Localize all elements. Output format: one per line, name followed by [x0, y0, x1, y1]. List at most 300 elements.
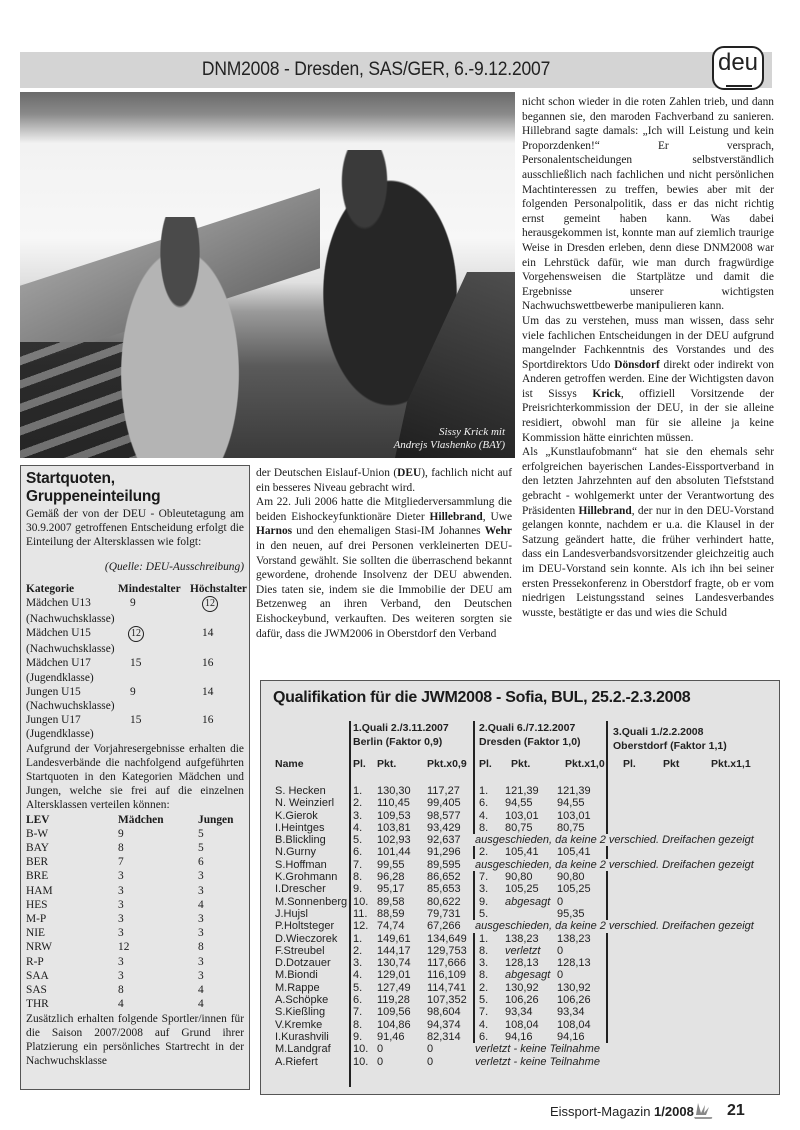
- cell-name: S.Kießling: [275, 1006, 326, 1019]
- lev-code: HAM: [26, 884, 53, 897]
- cell-q1-pkt: 0: [377, 1043, 384, 1056]
- cell-name: B.Blickling: [275, 834, 326, 847]
- age-subclass: (Nachwuchsklasse): [26, 613, 115, 626]
- lev-maedchen: 3: [118, 927, 124, 940]
- cell-q2-pl: 4.: [479, 809, 489, 822]
- table-row: [261, 846, 779, 858]
- cell-q2-pkt: 108,04: [505, 1018, 539, 1031]
- cell-q1-fx: 129,753: [427, 944, 467, 957]
- cell-q2-note: ausgeschieden, da keine 2 verschied. Dreifachen gezeigt: [475, 834, 754, 847]
- quota-text: Aufgrund der Vorjahresergebnisse erhalten die Landesverbände die nachfolgend aufgeführten Startquoten in den Kategorien Mädchen und Jungen, welche sie frei auf die einzelnen Altersklassen verteilen können:: [26, 742, 244, 812]
- age-kategorie: Mädchen U17: [26, 657, 91, 670]
- lev-maedchen: 3: [118, 955, 124, 968]
- cell-q1-pl: 5.: [353, 834, 363, 847]
- startquoten-intro: Gemäß der von der DEU - Obleutetagung am 30.9.2007 getroffenen Entscheidung erfolgt die Einteilung der Altersklassen wie folgt:: [26, 508, 244, 549]
- age-kategorie: Mädchen U13: [26, 597, 91, 610]
- lev-maedchen: 12: [118, 941, 130, 954]
- table-row: [261, 957, 779, 969]
- cell-q1-pl: 10.: [353, 1055, 369, 1068]
- lev-maedchen: 8: [118, 842, 124, 855]
- quali-3-header: [613, 725, 727, 753]
- lev-quota-table: [26, 813, 244, 1012]
- lev-jungen: 3: [198, 870, 204, 883]
- cell-q1-fx: 91,296: [427, 846, 461, 859]
- cell-q1-pkt: 130,74: [377, 957, 411, 970]
- lev-code: B-W: [26, 827, 49, 840]
- paragraph: [256, 495, 512, 641]
- cell-name: S.Hoffman: [275, 858, 327, 871]
- cell-q2-fx: 121,39: [557, 785, 591, 797]
- cell-q1-pkt: 103,81: [377, 821, 411, 834]
- table-row: [261, 896, 779, 908]
- table-row: [261, 920, 779, 932]
- cell-name: A.Riefert: [275, 1055, 318, 1068]
- age-max: 16: [202, 714, 214, 727]
- column-divider: [606, 896, 608, 908]
- cell-q1-fx: 79,731: [427, 907, 461, 920]
- column-divider: [473, 933, 475, 945]
- lev-code: BER: [26, 856, 49, 869]
- cell-q2-pkt: 105,25: [505, 883, 539, 896]
- column-divider: [473, 896, 475, 908]
- cell-name: N. Weinzierl: [275, 797, 335, 810]
- circled-value: 12: [202, 596, 218, 612]
- column-divider: [473, 785, 475, 797]
- cell-q1-pkt: 91,46: [377, 1030, 405, 1043]
- cell-q1-fx: 114,741: [427, 981, 466, 994]
- lev-maedchen: 3: [118, 969, 124, 982]
- lev-code: BRE: [26, 870, 49, 883]
- header-jungen: Jungen: [198, 813, 234, 826]
- table-row: [261, 1031, 779, 1043]
- cell-q1-pkt: 144,17: [377, 944, 411, 957]
- col-q3-pkt: Pkt: [663, 758, 680, 770]
- cell-q1-pl: 6.: [353, 994, 363, 1007]
- circled-value: 12: [128, 626, 144, 642]
- cell-q1-pkt: 110,45: [377, 797, 410, 810]
- cell-q1-pkt: 149,61: [377, 932, 411, 945]
- cell-q2-fx: 108,04: [557, 1018, 591, 1031]
- paragraph: [522, 314, 774, 445]
- col-q1-pkt: Pkt.: [377, 758, 397, 770]
- table-row: [261, 883, 779, 895]
- cell-q2-fx: 90,80: [557, 871, 585, 884]
- cell-q1-fx: 82,314: [427, 1030, 461, 1043]
- age-min: 15: [130, 714, 142, 727]
- text-run: ), fachlich nicht auf ein besseres Niveau gebracht wird.: [256, 467, 512, 494]
- cell-q1-pl: 1.: [353, 932, 363, 945]
- cell-q1-pl: 8.: [353, 871, 363, 884]
- lev-code: NRW: [26, 941, 52, 954]
- cell-name: M.Biondi: [275, 969, 318, 982]
- cell-q1-pkt: 96,28: [377, 871, 405, 884]
- column-divider: [606, 969, 608, 981]
- column-divider: [606, 846, 608, 858]
- cell-q1-pkt: 99,55: [377, 858, 405, 871]
- bold-name: Hillebrand: [578, 504, 632, 517]
- cell-q2-fx: 138,23: [557, 932, 591, 945]
- column-divider: [473, 1031, 475, 1043]
- cell-q2-pkt: abgesagt: [505, 895, 551, 908]
- cell-q1-fx: 0: [427, 1055, 434, 1068]
- column-divider: [473, 994, 475, 1006]
- text-run: Als „Kunstlaufobmann“ hat sie den ehemals sehr erfolgreichen bayerischen Landes-Eissportverband in den letzten Jahrzehnten auf den absoluten Tiefststand gebracht - wohlgemerkt unter der Verantwortung des Präsidenten: [522, 446, 774, 517]
- column-divider: [606, 908, 608, 920]
- cell-q2-fx: 0: [557, 944, 564, 957]
- cell-q2-pkt: 90,80: [505, 871, 533, 884]
- cell-q1-pkt: 130,30: [377, 785, 411, 797]
- cell-q1-pl: 1.: [353, 785, 363, 797]
- age-min: [118, 626, 190, 642]
- cell-name: M.Sonnenberg: [275, 895, 348, 908]
- cell-name: S. Hecken: [275, 785, 326, 797]
- cell-q1-pl: 12.: [353, 920, 369, 933]
- column-divider: [606, 1006, 608, 1018]
- qualification-title: Qualifikation für die JWM2008 - Sofia, BUL, 25.2.-2.3.2008: [273, 689, 691, 706]
- age-subclass: (Nachwuchsklasse): [26, 643, 115, 656]
- startquoten-source: (Quelle: DEU-Ausschreibung): [104, 560, 244, 573]
- age-min: 15: [130, 657, 142, 670]
- table-row: [261, 1006, 779, 1018]
- cell-q2-note: ausgeschieden, da keine 2 verschied. Dreifachen gezeigt: [475, 858, 754, 871]
- cell-q2-fx: 93,34: [557, 1006, 585, 1019]
- cell-q1-pkt: 102,93: [377, 834, 411, 847]
- cell-q2-pkt: 80,75: [505, 821, 533, 834]
- cell-q2-pl: 5.: [479, 994, 489, 1007]
- text-run: , Uwe: [482, 510, 512, 523]
- text-run: in den neuen, auf drei Personen verkleinerten DEU-Vorstand gewählt. Sie sollten die überraschend bekannt gewordene, drohende Insolvenz der DEU abwenden. Dies taten sie, indem sie die Immobilie der DEU am Betzenweg an ihren Verband, den Deutschen Eishockeybund, verkauften. Des weiteren sorgten sie dafür, dass die JWM2006 in Oberstdorf den Verband: [256, 539, 512, 640]
- bold-name: Wehr: [484, 525, 512, 538]
- cell-q1-pl: 2.: [353, 797, 363, 810]
- col-q3-pl: Pl.: [623, 758, 636, 770]
- article-column-middle: [256, 466, 512, 641]
- age-max: 16: [202, 657, 214, 670]
- table-row: [261, 797, 779, 809]
- cell-q1-pl: 2.: [353, 944, 363, 957]
- qualification-rows: [261, 785, 779, 1068]
- cell-q2-fx: 105,25: [557, 883, 591, 896]
- table-row: [261, 810, 779, 822]
- cell-q1-pl: 3.: [353, 957, 363, 970]
- lev-code: THR: [26, 998, 49, 1011]
- cell-name: I.Heintges: [275, 821, 325, 834]
- page-footer: [520, 1101, 770, 1123]
- column-divider: [606, 933, 608, 945]
- lev-code: BAY: [26, 842, 50, 855]
- age-max: [190, 596, 248, 612]
- column-divider: [473, 1006, 475, 1018]
- column-divider: [473, 846, 475, 858]
- cell-q1-pl: 7.: [353, 858, 363, 871]
- footer-magazine: [550, 1104, 694, 1119]
- lev-code: R-P: [26, 955, 44, 968]
- skate-blade-icon: [726, 82, 752, 87]
- col-q1-fx: Pkt.x0,9: [427, 758, 467, 770]
- paragraph: [256, 466, 512, 495]
- cell-q2-pl: 8.: [479, 969, 489, 982]
- column-divider: [473, 797, 475, 809]
- quali-1-place: Berlin (Faktor 0,9): [353, 736, 443, 748]
- cell-q2-fx: 95,35: [557, 907, 585, 920]
- cell-q1-fx: 107,352: [427, 994, 467, 1007]
- cell-q1-fx: 93,429: [427, 821, 461, 834]
- cell-q2-pkt: verletzt: [505, 944, 541, 957]
- age-subclass: (Nachwuchsklasse): [26, 700, 115, 713]
- lev-code: NIE: [26, 927, 45, 940]
- lev-jungen: 5: [198, 827, 204, 840]
- age-subclass: (Jugendklasse): [26, 728, 94, 741]
- header-hoechstalter: Höchstalter: [190, 582, 247, 595]
- bold-name: Harnos: [256, 525, 293, 538]
- cell-name: V.Kremke: [275, 1018, 323, 1031]
- skate-logo-icon: [692, 1101, 714, 1121]
- cell-q2-fx: 94,16: [557, 1030, 585, 1043]
- header-mindestalter: Mindestalter: [118, 582, 181, 595]
- bold-name: Dönsdorf: [614, 358, 660, 371]
- lev-maedchen: 7: [118, 856, 124, 869]
- cell-q1-pkt: 0: [377, 1055, 384, 1068]
- cell-q1-fx: 117,27: [427, 785, 460, 797]
- cell-q2-pl: 2.: [479, 981, 489, 994]
- table-row: [261, 785, 779, 797]
- cell-q2-pkt: 93,34: [505, 1006, 533, 1019]
- cell-q1-pl: 11.: [353, 907, 368, 920]
- column-divider: [606, 810, 608, 822]
- lev-maedchen: 4: [118, 998, 124, 1011]
- cell-q1-fx: 116,109: [427, 969, 466, 982]
- column-divider: [606, 945, 608, 957]
- header-kategorie: Kategorie: [26, 582, 75, 595]
- text-run: der Deutschen Eislauf-Union (: [256, 467, 398, 479]
- paragraph: [522, 95, 774, 314]
- age-kategorie: Jungen U17: [26, 714, 81, 727]
- quali-1-header: [353, 721, 449, 749]
- cell-q1-fx: 134,649: [427, 932, 467, 945]
- table-row: [261, 822, 779, 834]
- cell-q1-fx: 98,577: [427, 809, 461, 822]
- cell-name: K.Gierok: [275, 809, 318, 822]
- cell-q2-pl: 4.: [479, 1018, 489, 1031]
- lev-code: SAS: [26, 984, 47, 997]
- photo-person-woman: [105, 217, 255, 458]
- cell-q1-pkt: 127,49: [377, 981, 411, 994]
- quali-2-header: [479, 721, 581, 749]
- photo-caption: [394, 426, 505, 452]
- cell-q2-pkt: 121,39: [505, 785, 539, 797]
- age-max: 14: [202, 685, 214, 698]
- article-column-right: [522, 95, 774, 620]
- cell-q2-fx: 105,41: [557, 846, 591, 859]
- lev-jungen: 6: [198, 856, 204, 869]
- startquoten-title: Startquoten, Gruppeneinteilung: [26, 470, 161, 505]
- lev-maedchen: 3: [118, 898, 124, 911]
- cell-q1-fx: 94,374: [427, 1018, 461, 1031]
- header-maedchen: Mädchen: [118, 813, 164, 826]
- cell-q1-fx: 67,266: [427, 920, 461, 933]
- cell-name: A.Schöpke: [275, 994, 329, 1007]
- col-name: Name: [275, 758, 304, 770]
- table-row: [261, 1056, 779, 1068]
- text-run: und den ehemaligen Stasi-IM Johannes: [292, 525, 485, 538]
- cell-q2-fx: 0: [557, 969, 564, 982]
- cell-name: M.Landgraf: [275, 1043, 331, 1056]
- column-divider: [606, 883, 608, 895]
- cell-q1-pl: 4.: [353, 821, 363, 834]
- lev-jungen: 3: [198, 955, 204, 968]
- table-row: [261, 1043, 779, 1055]
- cell-q2-fx: 0: [557, 895, 564, 908]
- quali-2-date: 2.Quali 6./7.12.2007: [479, 722, 576, 734]
- cell-q1-fx: 0: [427, 1043, 434, 1056]
- startquoten-box: [20, 465, 250, 1090]
- column-divider: [473, 945, 475, 957]
- cell-q1-pkt: 88,59: [377, 907, 405, 920]
- bold-name: Krick: [592, 387, 621, 400]
- column-divider: [606, 957, 608, 969]
- lev-jungen: 3: [198, 969, 204, 982]
- text-run: direkt oder indirekt von Anderen getroffen werden. Eine der Wichtigsten davon ist Sissys: [522, 358, 774, 400]
- table-row: [261, 834, 779, 846]
- cell-name: M.Rappe: [275, 981, 320, 994]
- cell-q2-pkt: 103,01: [505, 809, 539, 822]
- column-divider: [473, 957, 475, 969]
- age-subclass: (Jugendklasse): [26, 671, 94, 684]
- cell-q1-pkt: 129,01: [377, 969, 411, 982]
- age-kategorie: Mädchen U15: [26, 627, 91, 640]
- lev-maedchen: 3: [118, 884, 124, 897]
- cell-q2-pkt: 128,13: [505, 957, 539, 970]
- cell-q1-pl: 3.: [353, 809, 363, 822]
- cell-name: K.Grohmann: [275, 871, 338, 884]
- column-divider: [473, 969, 475, 981]
- cell-q2-pl: 7.: [479, 871, 489, 884]
- lev-maedchen: 9: [118, 827, 124, 840]
- column-divider: [606, 994, 608, 1006]
- cell-name: I.Drescher: [275, 883, 326, 896]
- column-divider: [473, 810, 475, 822]
- lev-jungen: 8: [198, 941, 204, 954]
- lev-jungen: 3: [198, 884, 204, 897]
- cell-name: J.Hujsl: [275, 907, 309, 920]
- age-min: 9: [130, 685, 136, 698]
- cell-q1-fx: 89,595: [427, 858, 461, 871]
- cell-q2-pkt: 138,23: [505, 932, 539, 945]
- col-q1-pl: Pl.: [353, 758, 366, 770]
- cell-q1-pl: 5.: [353, 981, 363, 994]
- cell-q1-fx: 92,637: [427, 834, 461, 847]
- cell-q2-note: ausgeschieden, da keine 2 verschied. Dreifachen gezeigt: [475, 920, 754, 933]
- text-run: , offiziell Vorsitzende der Preisrichterkommission der DEU, in der sie alleine residiert, obwohl man für sie alleine ja keine Kommission hätte einrichten müssen.: [522, 387, 775, 444]
- table-row: [261, 945, 779, 957]
- cell-q1-pl: 10.: [353, 1043, 369, 1056]
- cell-q2-note: verletzt - keine Teilnahme: [475, 1055, 600, 1068]
- deu-logo: [712, 46, 764, 90]
- cell-q1-pkt: 95,17: [377, 883, 405, 896]
- cell-q2-pl: 8.: [479, 821, 489, 834]
- col-q2-pl: Pl.: [479, 758, 492, 770]
- bold-name: DEU: [397, 467, 422, 479]
- text-run: Um das zu verstehen, muss man wissen, dass sehr viele fachlichen Entscheidungen in der DEU aufgrund mangelnder Fachkenntnis des Vorstandes und des Sportdirektors Udo: [522, 314, 774, 371]
- cell-q2-pkt: 106,26: [505, 994, 539, 1007]
- lev-jungen: 4: [198, 998, 204, 1011]
- text-run: nicht schon wieder in die roten Zahlen trieb, und dann begannen sie, den maroden Fachverband zu sanieren. Hillebrand sagte damals: „Ich will Leistung und kein Proporzdenken!“ Er versprach, Personalentscheidungen selbstverständlich ausschließlich nach fachlichen und nicht persönlichen Machtinteressen zu treffen, bewies aber mit der folgenden Personalpolitik, dass er das nicht richtig ernst gemeint haben kann. Was dabei herausgekommen ist, konnte man auf ziemlich traurige Weise in Dresden erleben, denn diese DNM2008 war ein Lehrstück dafür, wie man durch fragwürdige Vorgehensweisen die Startplätze und damit die Ergebnisse unserer wichtigsten Nachwuchswettbewerbe manipulieren kann.: [522, 96, 774, 313]
- cell-q1-pkt: 104,86: [377, 1018, 411, 1031]
- cell-q2-fx: 94,55: [557, 797, 585, 810]
- column-divider: [473, 908, 475, 920]
- column-divider: [473, 822, 475, 834]
- page-number: 21: [727, 1102, 745, 1119]
- lev-jungen: 4: [198, 984, 204, 997]
- page-title: DNM2008 - Dresden, SAS/GER, 6.-9.12.2007: [201, 59, 551, 80]
- col-q3-fx: Pkt.x1,1: [711, 758, 751, 770]
- cell-q1-pl: 10.: [353, 895, 369, 908]
- magazine-name: Eissport-Magazin: [550, 1104, 655, 1119]
- lev-code: HES: [26, 898, 48, 911]
- cell-q2-pl: 8.: [479, 944, 489, 957]
- qualification-box: [260, 680, 780, 1095]
- cell-q2-pl: 7.: [479, 1006, 489, 1019]
- closing-text: Zusätzlich erhalten folgende Sportler/innen für die Saison 2007/2008 auf Grund ihrer Platzierung ein persönliches Startrecht in der Nachwuchsklasse: [26, 1012, 244, 1068]
- cell-q1-fx: 98,604: [427, 1006, 461, 1019]
- cell-name: P.Holtsteger: [275, 920, 335, 933]
- lev-code: SAA: [26, 969, 49, 982]
- cell-q2-pl: 6.: [479, 1030, 489, 1043]
- table-row: [261, 994, 779, 1006]
- table-row: [261, 982, 779, 994]
- caption-line-1: Sissy Krick mit: [439, 426, 505, 438]
- table-row: [261, 933, 779, 945]
- cell-q2-pkt: 130,92: [505, 981, 539, 994]
- column-divider: [606, 871, 608, 883]
- table-row: [261, 908, 779, 920]
- lev-jungen: 3: [198, 913, 204, 926]
- article-photo: [20, 92, 515, 458]
- column-divider: [606, 785, 608, 797]
- cell-q1-pkt: 89,58: [377, 895, 405, 908]
- cell-q2-fx: 128,13: [557, 957, 591, 970]
- cell-q2-note: verletzt - keine Teilnahme: [475, 1043, 600, 1056]
- cell-name: D.Wieczorek: [275, 932, 338, 945]
- column-divider: [606, 797, 608, 809]
- column-divider: [473, 1019, 475, 1031]
- cell-q2-fx: 103,01: [557, 809, 591, 822]
- text-run: , der nur in den DEU-Vorstand gelangen konnte, nachdem er u.a. die Klausel in der Satzung geändert hatte, die früher verhindert hatte, dass ein Landesverbandsvorsitzender gleichzeitig auch im DEU-Vorstand sein konnte. Als ich ihn bei seiner ersten Pressekonferenz in Oberstdorf fragte, ob er vom niedrigen Leistungsstand seines Landesverbandes wusste, bestätigte er das und wies die Schuld: [522, 504, 774, 619]
- lev-jungen: 3: [198, 927, 204, 940]
- cell-q2-pkt: 94,55: [505, 797, 533, 810]
- lev-maedchen: 3: [118, 913, 124, 926]
- column-divider: [606, 1019, 608, 1031]
- header-lev: LEV: [26, 813, 50, 826]
- cell-name: F.Streubel: [275, 944, 325, 957]
- cell-q2-fx: 130,92: [557, 981, 591, 994]
- cell-name: D.Dotzauer: [275, 957, 331, 970]
- paragraph: [522, 445, 774, 620]
- col-q2-fx: Pkt.x1,0: [565, 758, 605, 770]
- cell-name: I.Kurashvili: [275, 1030, 329, 1043]
- lev-jungen: 4: [198, 898, 204, 911]
- cell-q1-pl: 8.: [353, 1018, 363, 1031]
- cell-q1-pkt: 109,53: [377, 809, 411, 822]
- bold-name: Hillebrand: [429, 510, 483, 523]
- cell-q1-pkt: 109,56: [377, 1006, 411, 1019]
- cell-q2-pl: 2.: [479, 846, 489, 859]
- lev-maedchen: 8: [118, 984, 124, 997]
- header-band: [20, 52, 772, 88]
- cell-q1-pl: 7.: [353, 1006, 363, 1019]
- caption-line-2: Andrejs Vlashenko (BAY): [393, 439, 505, 451]
- magazine-issue: 1/2008: [654, 1104, 694, 1119]
- cell-q2-pl: 1.: [479, 932, 489, 945]
